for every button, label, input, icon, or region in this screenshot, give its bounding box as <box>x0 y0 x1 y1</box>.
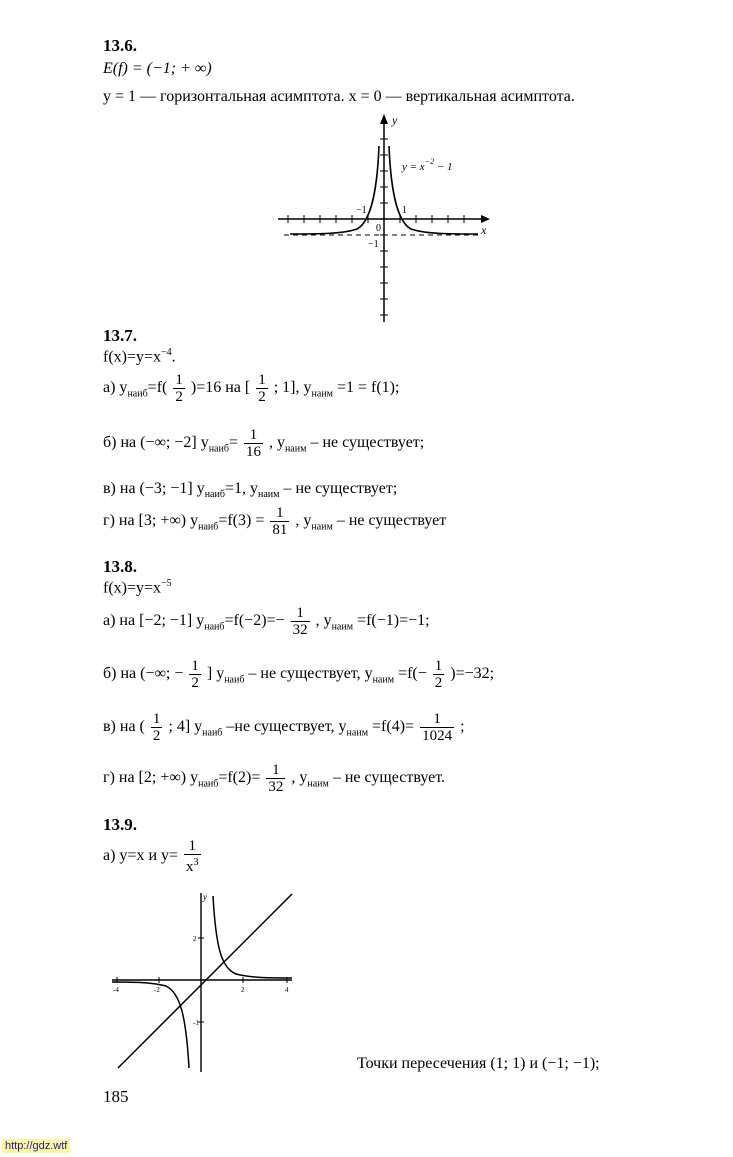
problem-13-9-intersections: Точки пересечения (1; 1) и (−1; −1); <box>357 1055 600 1072</box>
fraction: $\frac{1}{x^3}$ <box>186 838 199 875</box>
tick-label-2: 2 <box>241 986 245 994</box>
tick-label-pos1: 1 <box>402 205 407 216</box>
graph-y-label: y <box>392 113 398 127</box>
problem-13-8-b: б) на (−∞; − $\frac{1}{2}$ ] $y_{наиб}$ – не существует, $y_{наим} =f(-$ $\frac{1}{2}$ )=−32; <box>103 658 495 691</box>
fraction: $\frac{1}{2}$ <box>152 711 161 744</box>
fraction: $\frac{1}{81}$ <box>272 505 288 538</box>
tick-label-neg4: -4 <box>113 986 119 994</box>
problem-13-8-d: г) на [2; +∞) $y_{наиб}=f(2)=$ $\frac{1}{32}$ , $y_{наим}$ – не существует. <box>103 762 445 795</box>
problem-13-7-a: а) $y_{наиб}=f$( $\frac{1}{2}$ )=16 на [ $\frac{1}{2}$ ; 1], $y_{наим} =1 = f(1)$; <box>103 372 400 405</box>
fraction: $\frac{1}{2}$ <box>434 658 443 691</box>
hyperbola-left <box>112 982 189 1068</box>
problem-13-7-c: в) на (−3; −1] $y_{наиб}=1$, $y_{наим}$ – не существует; <box>103 480 398 501</box>
tick-label-yneg1: -1 <box>193 1019 199 1027</box>
problem-13-7-d: г) на [3; +∞) $y_{наиб}=f(3)$ = $\frac{1}{81}$ , $y_{наим}$ – не существует <box>103 505 447 538</box>
fraction: $\frac{1}{32}$ <box>292 605 308 638</box>
problem-13-8-c: в) на ( $\frac{1}{2}$ ; 4] $y_{наиб}$ –не существует, $y_{наим} =f(4)=$ $\frac{1}{1024}$ ; <box>103 711 465 744</box>
hyperbola-right <box>213 896 292 978</box>
tick-label-neg1: −1 <box>356 205 367 216</box>
graph-func-label: $y = x^{-2} - 1$ <box>402 157 453 173</box>
problem-13-6-range: E(f) = (−1; + ∞) <box>103 60 212 77</box>
problem-13-7-b: б) на (−∞; −2] $y_{наиб}=$ $\frac{1}{16}$ , $y_{наим}$ – не существует; <box>103 427 425 460</box>
page-number: 185 <box>103 1087 129 1106</box>
fraction: $\frac{1}{2}$ <box>175 372 183 405</box>
problem-13-8-a: а) на [−2; −1] $y_{наиб}=f(-2)=-$ $\frac{1}{32}$ , $y_{наим} =f(-1)=-1$; <box>103 605 430 638</box>
fraction: $\frac{1}{32}$ <box>268 762 284 795</box>
fraction: $\frac{1}{2}$ <box>191 658 199 691</box>
tick-label-neg2: -2 <box>154 986 160 994</box>
tick-label-origin: 0 <box>376 223 381 234</box>
fraction: $\frac{1}{1024}$ <box>422 711 453 744</box>
problem-13-9-title: 13.9. <box>103 815 137 834</box>
problem-13-7-func: $f(x)=y=x^{-4}$. <box>103 347 176 366</box>
problem-13-8-func: $f(x)=y=x^{-5}$ <box>103 578 172 597</box>
fraction: $\frac{1}{16}$ <box>245 427 261 460</box>
footer-link[interactable]: http://gdz.wtf <box>2 1139 70 1153</box>
problem-13-8-title: 13.8. <box>103 557 137 576</box>
problem-13-7-title: 13.7. <box>103 326 137 345</box>
tick-label-4: 4 <box>285 986 289 994</box>
problem-13-9-a: а) y=x и y= $\frac{1}{x^3}$ <box>103 838 199 875</box>
problem-13-6-title: 13.6. <box>103 36 137 55</box>
graph-x-label: x <box>481 223 487 237</box>
tick-label-y2: 2 <box>193 935 197 943</box>
line-y-equals-x <box>118 894 292 1068</box>
fraction: $\frac{1}{2}$ <box>258 372 266 405</box>
tick-label-yneg1: −1 <box>368 239 379 250</box>
graph2-y-label: y <box>203 892 207 902</box>
problem-13-6-asymptotes: y = 1 — горизонтальная асимптота. x = 0 — вертикальная асимптота. <box>103 88 575 105</box>
